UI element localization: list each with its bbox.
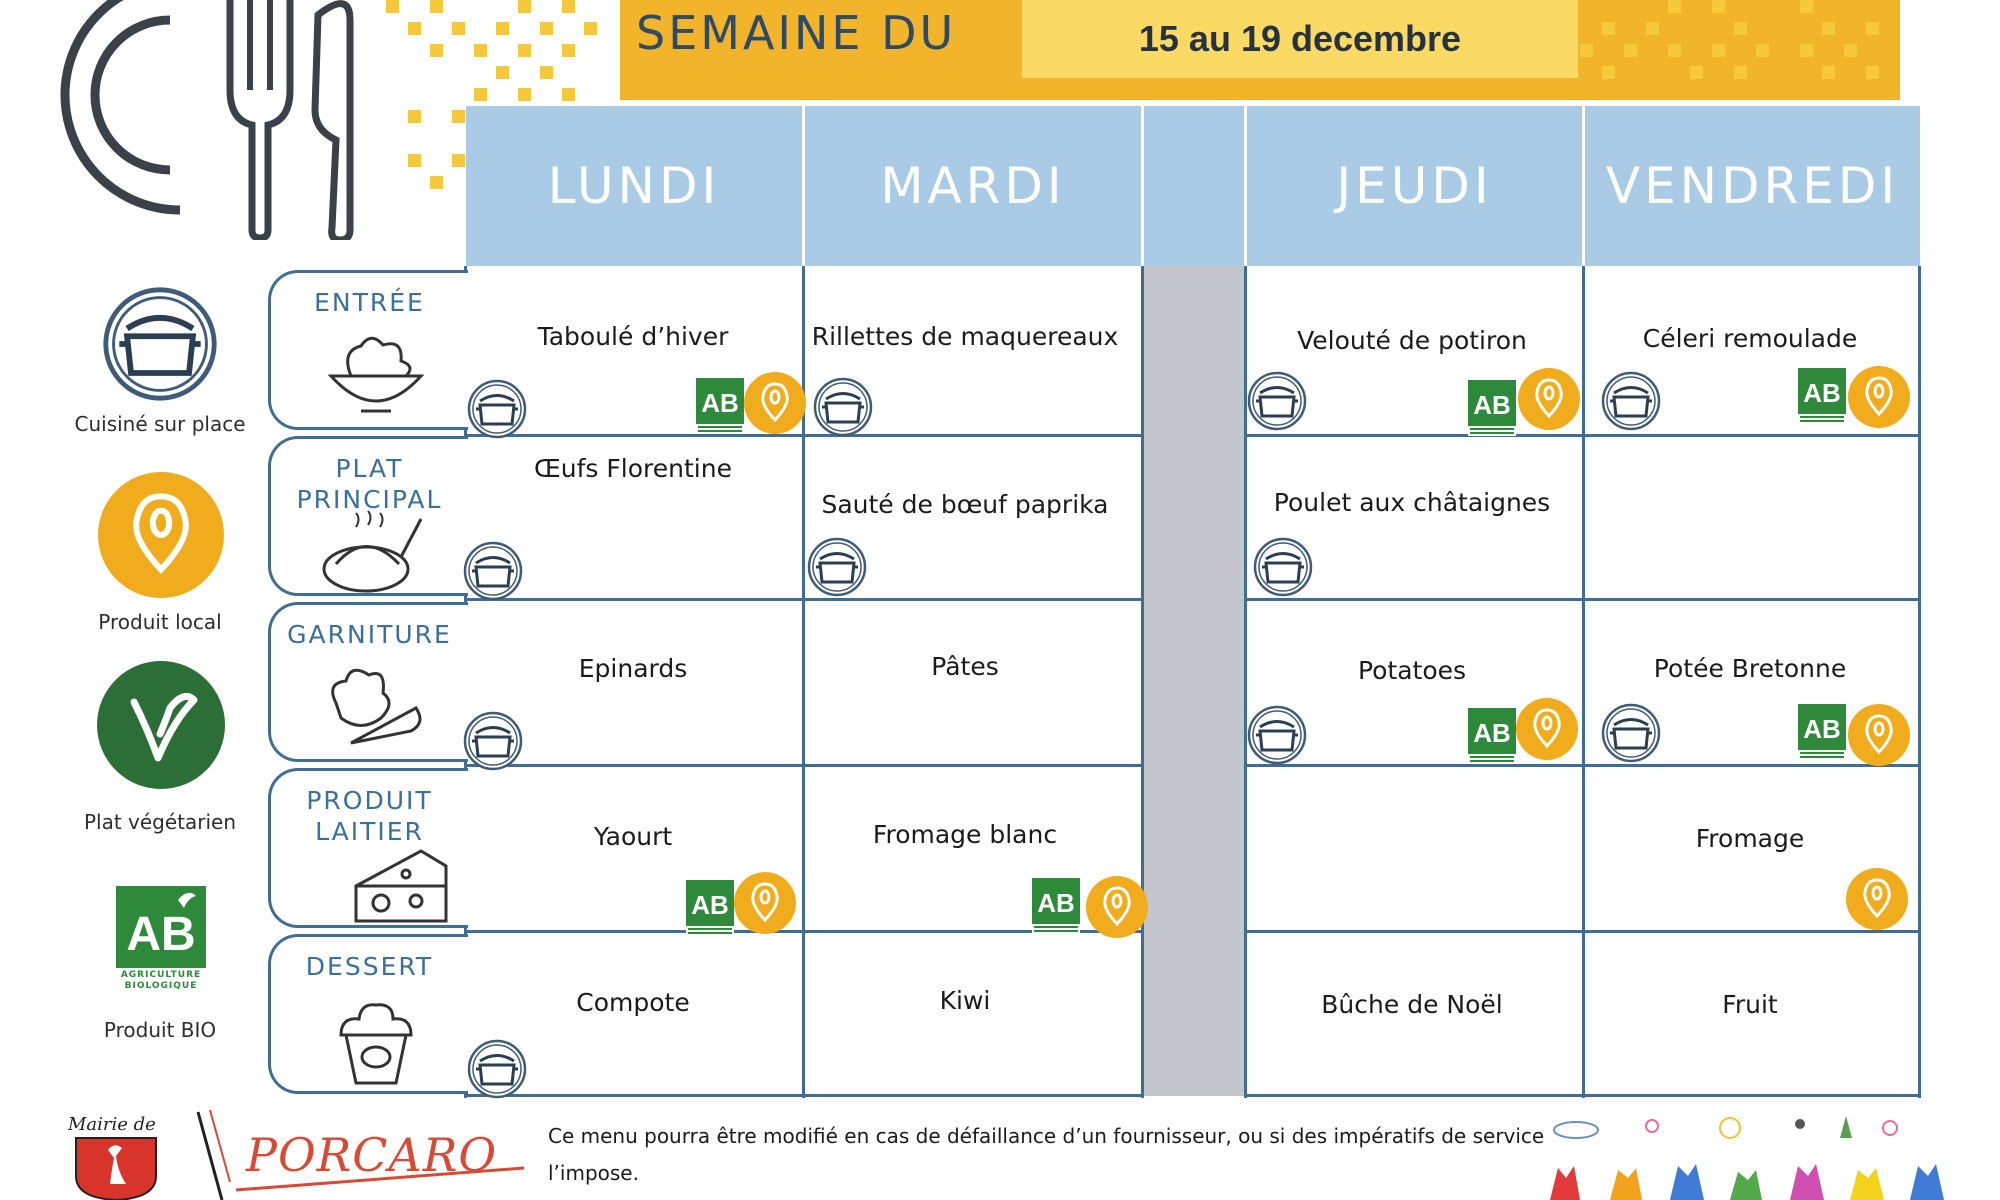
checker-square bbox=[562, 88, 575, 101]
vegetables-icon bbox=[321, 663, 431, 753]
category-title-line2: LAITIER bbox=[315, 817, 424, 846]
day-header-lundi bbox=[466, 106, 802, 266]
checker-square bbox=[496, 66, 509, 79]
cuisine-sur-place-icon bbox=[462, 710, 524, 772]
cuisine-sur-place-icon bbox=[806, 536, 868, 598]
category-title: DESSERT bbox=[305, 952, 434, 981]
menu-mardi-laitier: Fromage blanc bbox=[872, 820, 1058, 849]
checker-square bbox=[1800, 44, 1813, 57]
cupcake-icon bbox=[321, 995, 431, 1085]
legend-ab-text: AGRICULTURE BIOLOGIQUE bbox=[120, 970, 202, 991]
checker-square bbox=[584, 22, 597, 35]
checker-square bbox=[1822, 22, 1835, 35]
day-header-mardi bbox=[805, 106, 1141, 266]
menu-lundi-plat: Œufs Florentine bbox=[534, 454, 732, 483]
checker-square bbox=[1690, 66, 1703, 79]
checker-square bbox=[1602, 66, 1615, 79]
menu-lundi-garniture: Epinards bbox=[578, 654, 688, 683]
produit-local-icon bbox=[1516, 698, 1578, 760]
checker-square bbox=[452, 154, 465, 167]
checker-square bbox=[1756, 44, 1769, 57]
mairie-label: Mairie de bbox=[68, 1114, 156, 1135]
checker-square bbox=[474, 44, 487, 57]
menu-vendredi-laitier: Fromage bbox=[1695, 824, 1805, 853]
cuisine-sur-place-icon bbox=[1600, 370, 1662, 432]
menu-jeudi-dessert: Bûche de Noël bbox=[1321, 990, 1503, 1019]
checker-square bbox=[430, 0, 443, 13]
checker-square bbox=[408, 154, 421, 167]
menu-jeudi-entree: Velouté de potiron bbox=[1297, 326, 1527, 355]
rice-plate-icon bbox=[321, 509, 431, 599]
produit-local-icon bbox=[1086, 876, 1148, 938]
checker-square bbox=[452, 110, 465, 123]
category-title bbox=[271, 453, 468, 515]
menu-vendredi-dessert: Fruit bbox=[1722, 990, 1778, 1019]
cuisine-sur-place-icon bbox=[812, 376, 874, 438]
svg-text:AB: AB bbox=[126, 908, 196, 961]
menu-lundi-laitier: Yaourt bbox=[593, 822, 673, 851]
checker-square bbox=[1646, 22, 1659, 35]
checker-square bbox=[1800, 0, 1813, 13]
category-dessert bbox=[268, 934, 468, 1094]
category-plat-principal bbox=[268, 436, 468, 596]
checker-square bbox=[496, 22, 509, 35]
checker-square bbox=[1844, 44, 1857, 57]
checker-square bbox=[408, 110, 421, 123]
legend-vegetarien-label: Plat végétarien bbox=[83, 810, 237, 834]
produit-local-icon bbox=[734, 872, 796, 934]
legend-local-icon bbox=[98, 472, 224, 598]
category-title bbox=[271, 785, 468, 847]
checker-pattern-right bbox=[1580, 0, 1910, 90]
checker-square bbox=[1624, 44, 1637, 57]
menu-jeudi-plat: Poulet aux châtaignes bbox=[1273, 488, 1551, 517]
menu-lundi-dessert: Compote bbox=[576, 988, 690, 1017]
menu-vendredi-entree: Céleri remoulade bbox=[1642, 324, 1858, 353]
produit-local-icon bbox=[1846, 868, 1908, 930]
checker-square bbox=[430, 44, 443, 57]
week-dates-box bbox=[1022, 0, 1578, 78]
category-title-line1: PRODUIT bbox=[306, 786, 433, 815]
produit-local-icon bbox=[1848, 704, 1910, 766]
day-header-closed bbox=[1144, 106, 1244, 266]
legend-bio-label: Produit BIO bbox=[103, 1018, 217, 1042]
checker-square bbox=[518, 0, 531, 13]
day-label: JEUDI bbox=[1336, 157, 1493, 215]
category-title-line1: PLAT bbox=[335, 454, 404, 483]
week-label: SEMAINE DU bbox=[636, 6, 957, 60]
produit-local-icon bbox=[744, 372, 806, 434]
menu-lundi-entree: Taboulé d’hiver bbox=[537, 322, 729, 351]
vegetarian-leaf-icon bbox=[96, 660, 226, 790]
ab-bio-icon bbox=[696, 378, 744, 434]
ab-bio-icon bbox=[1468, 708, 1516, 764]
cuisine-sur-place-icon bbox=[1252, 536, 1314, 598]
footer-note: Ce menu pourra être modifié en cas de défaillance d’un fournisseur, ou si des impératifs de service l’impose. bbox=[548, 1124, 1545, 1185]
day-header-vendredi bbox=[1585, 106, 1920, 266]
cuisine-sur-place-icon bbox=[1600, 702, 1662, 764]
checker-square bbox=[1866, 66, 1879, 79]
checker-square bbox=[518, 44, 531, 57]
menu-mardi-plat: Sauté de bœuf paprika bbox=[821, 490, 1109, 519]
checker-square bbox=[1822, 66, 1835, 79]
day-label: LUNDI bbox=[547, 157, 721, 215]
cuisine-sur-place-icon bbox=[462, 540, 524, 602]
menu-jeudi-garniture: Potatoes bbox=[1357, 656, 1467, 685]
checker-square bbox=[1712, 44, 1725, 57]
checker-square bbox=[540, 66, 553, 79]
children-hands-decoration bbox=[1540, 1108, 1960, 1200]
ab-bio-icon bbox=[1798, 704, 1846, 760]
checker-square bbox=[430, 176, 443, 189]
checker-square bbox=[386, 0, 399, 13]
checker-square bbox=[1734, 22, 1747, 35]
week-dates: 15 au 19 decembre bbox=[1138, 18, 1462, 59]
menu-mardi-entree: Rillettes de maquereaux bbox=[811, 322, 1119, 351]
ab-bio-icon bbox=[1798, 368, 1846, 424]
cuisine-sur-place-icon bbox=[1246, 704, 1308, 766]
checker-square bbox=[1580, 44, 1593, 57]
category-produit-laitier bbox=[268, 768, 468, 928]
checker-square bbox=[408, 22, 421, 35]
checker-square bbox=[452, 22, 465, 35]
legend-cuisine-icon bbox=[100, 284, 220, 404]
category-title-line2: PRINCIPAL bbox=[296, 485, 443, 514]
cuisine-sur-place-icon bbox=[466, 378, 528, 440]
town-crest-icon bbox=[74, 1136, 158, 1200]
menu-mardi-dessert: Kiwi bbox=[939, 986, 991, 1015]
checker-square bbox=[1668, 44, 1681, 57]
checker-square bbox=[1866, 22, 1879, 35]
day-header-jeudi bbox=[1247, 106, 1582, 266]
checker-square bbox=[1712, 0, 1725, 13]
cuisine-sur-place-icon bbox=[1246, 370, 1308, 432]
produit-local-icon bbox=[1518, 368, 1580, 430]
checker-square bbox=[1734, 66, 1747, 79]
checker-square bbox=[1668, 0, 1681, 13]
legend-local-label: Produit local bbox=[98, 610, 222, 634]
cheese-icon bbox=[351, 841, 451, 926]
salad-bowl-icon bbox=[321, 331, 431, 421]
plate-cutlery-icon bbox=[60, 0, 360, 240]
day-label: VENDREDI bbox=[1605, 157, 1900, 215]
closed-wednesday-column bbox=[1143, 266, 1245, 1096]
category-title: GARNITURE bbox=[287, 620, 452, 649]
produit-local-icon bbox=[1848, 366, 1910, 428]
checker-square bbox=[518, 88, 531, 101]
ab-bio-icon bbox=[1032, 878, 1080, 934]
checker-square bbox=[562, 44, 575, 57]
checker-square bbox=[540, 22, 553, 35]
ab-bio-icon bbox=[686, 880, 734, 936]
checker-square bbox=[474, 88, 487, 101]
menu-mardi-garniture: Pâtes bbox=[931, 652, 999, 681]
ab-bio-icon bbox=[1468, 380, 1516, 436]
category-title: ENTRÉE bbox=[314, 288, 425, 317]
town-name: PORCARO bbox=[246, 1128, 498, 1182]
category-entree bbox=[268, 270, 468, 430]
menu-vendredi-garniture: Potée Bretonne bbox=[1653, 654, 1847, 683]
day-label: MARDI bbox=[880, 157, 1066, 215]
cuisine-sur-place-icon bbox=[466, 1038, 528, 1100]
category-garniture bbox=[268, 602, 468, 762]
checker-square bbox=[1602, 22, 1615, 35]
checker-square bbox=[562, 0, 575, 13]
legend-cuisine-label: Cuisiné sur place bbox=[74, 412, 246, 436]
